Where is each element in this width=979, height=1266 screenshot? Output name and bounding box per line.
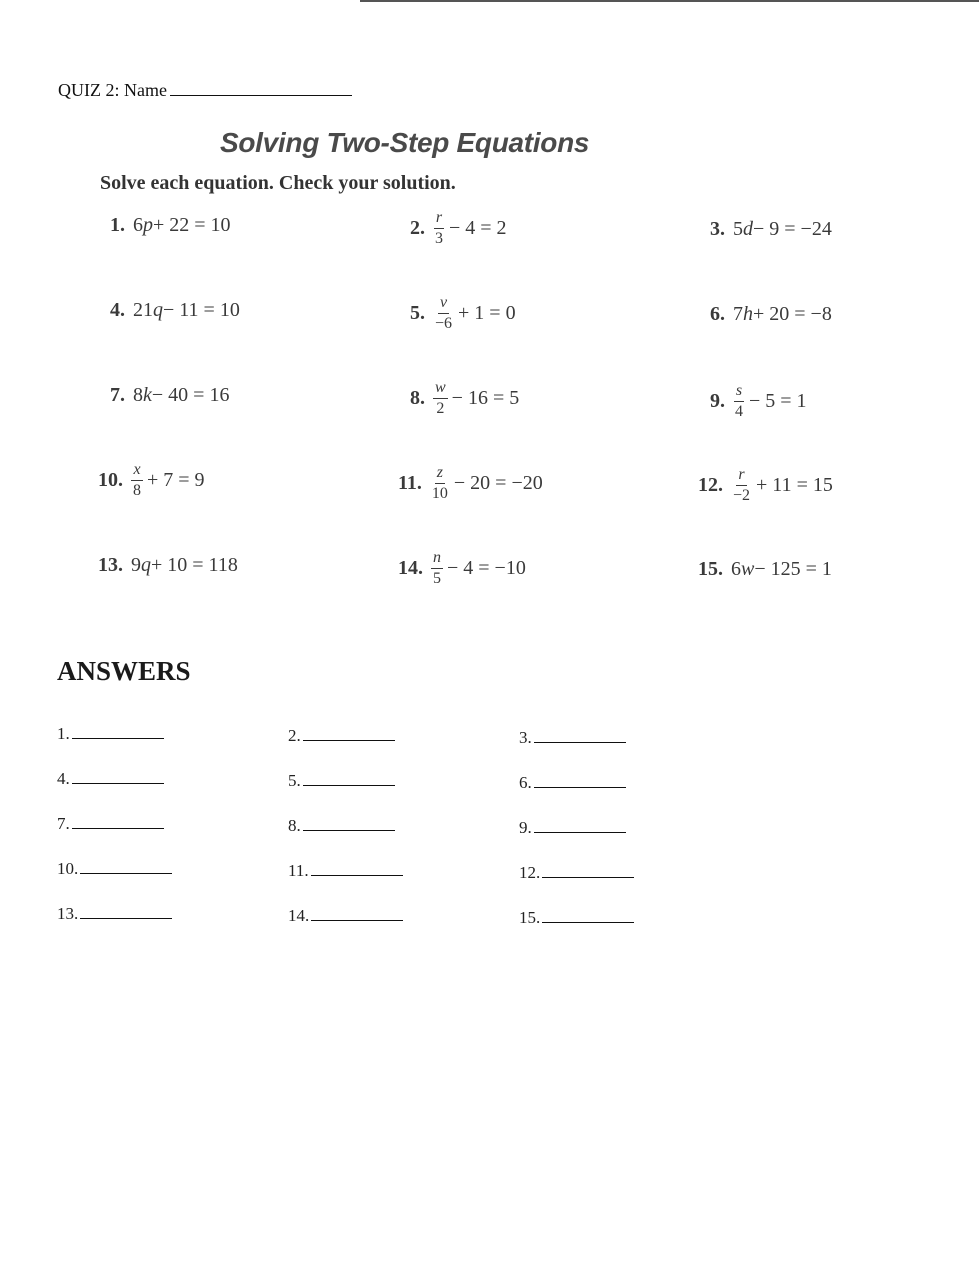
- answer-blank[interactable]: [534, 787, 626, 788]
- problem-7: 7. 8 k − 40 = 16: [110, 384, 230, 406]
- problem-1: 1. 6 p + 22 = 10: [110, 214, 231, 236]
- answer-5[interactable]: 5.: [288, 771, 395, 791]
- name-blank-line[interactable]: [170, 95, 352, 96]
- answer-blank[interactable]: [311, 875, 403, 876]
- answer-blank[interactable]: [303, 740, 395, 741]
- answer-10[interactable]: 10.: [57, 859, 172, 879]
- fraction: $\frac{s}{4}$: [735, 382, 743, 420]
- answer-blank[interactable]: [303, 830, 395, 831]
- fraction: $\frac{v}{-6}$: [435, 294, 453, 332]
- answer-11[interactable]: 11.: [288, 861, 403, 881]
- fraction: $\frac{z}{10}$: [431, 464, 448, 502]
- problem-14: 14. $\frac{n}{5}$ − 4 = −10: [398, 549, 526, 587]
- name-label: QUIZ 2: Name: [58, 80, 167, 100]
- answer-6[interactable]: 6.: [519, 773, 626, 793]
- instructions: Solve each equation. Check your solution.: [100, 172, 456, 194]
- problem-8: 8. $\frac{w}{2}$ − 16 = 5: [410, 379, 520, 417]
- answer-1[interactable]: 1.: [57, 724, 164, 744]
- problem-13: 13. 9 q + 10 = 118: [98, 554, 238, 576]
- fraction: $\frac{r}{3}$: [435, 209, 443, 247]
- answer-7[interactable]: 7.: [57, 814, 164, 834]
- answer-15[interactable]: 15.: [519, 908, 634, 928]
- answer-blank[interactable]: [303, 785, 395, 786]
- scan-edge-line: [360, 0, 979, 2]
- problem-12: 12. $\frac{r}{-2}$ + 11 = 15: [698, 466, 833, 504]
- name-field-row: [58, 80, 352, 101]
- fraction: $\frac{w}{2}$: [435, 379, 446, 417]
- answer-blank[interactable]: [542, 877, 634, 878]
- answer-blank[interactable]: [72, 738, 164, 739]
- answer-14[interactable]: 14.: [288, 906, 403, 926]
- problem-10: 10. $\frac{x}{8}$ + 7 = 9: [98, 461, 205, 499]
- answer-blank[interactable]: [80, 873, 172, 874]
- answer-blank[interactable]: [534, 742, 626, 743]
- answer-8[interactable]: 8.: [288, 816, 395, 836]
- problem-6: 6. 7 h + 20 = −8: [710, 303, 832, 325]
- problem-9: 9. $\frac{s}{4}$ − 5 = 1: [710, 382, 807, 420]
- problem-5: 5. $\frac{v}{-6}$ + 1 = 0: [410, 294, 516, 332]
- problem-15: 15. 6 w − 125 = 1: [698, 558, 832, 580]
- answer-2[interactable]: 2.: [288, 726, 395, 746]
- answer-blank[interactable]: [542, 922, 634, 923]
- answers-heading: ANSWERS: [57, 656, 191, 686]
- answer-blank[interactable]: [311, 920, 403, 921]
- answer-4[interactable]: 4.: [57, 769, 164, 789]
- worksheet-title: Solving Two-Step Equations: [220, 127, 590, 158]
- fraction: $\frac{n}{5}$: [433, 549, 441, 587]
- answer-blank[interactable]: [534, 832, 626, 833]
- answer-12[interactable]: 12.: [519, 863, 634, 883]
- answer-9[interactable]: 9.: [519, 818, 626, 838]
- fraction: $\frac{x}{8}$: [133, 461, 141, 499]
- fraction: $\frac{r}{-2}$: [733, 466, 751, 504]
- problem-2: 2. $\frac{r}{3}$ − 4 = 2: [410, 209, 507, 247]
- problem-4: 4. 21 q − 11 = 10: [110, 299, 240, 321]
- answer-blank[interactable]: [80, 918, 172, 919]
- answer-3[interactable]: 3.: [519, 728, 626, 748]
- problem-3: 3. 5 d − 9 = −24: [710, 218, 832, 240]
- answer-blank[interactable]: [72, 783, 164, 784]
- problem-11: 11. $\frac{z}{10}$ − 20 = −20: [398, 464, 543, 502]
- answer-blank[interactable]: [72, 828, 164, 829]
- answer-13[interactable]: 13.: [57, 904, 172, 924]
